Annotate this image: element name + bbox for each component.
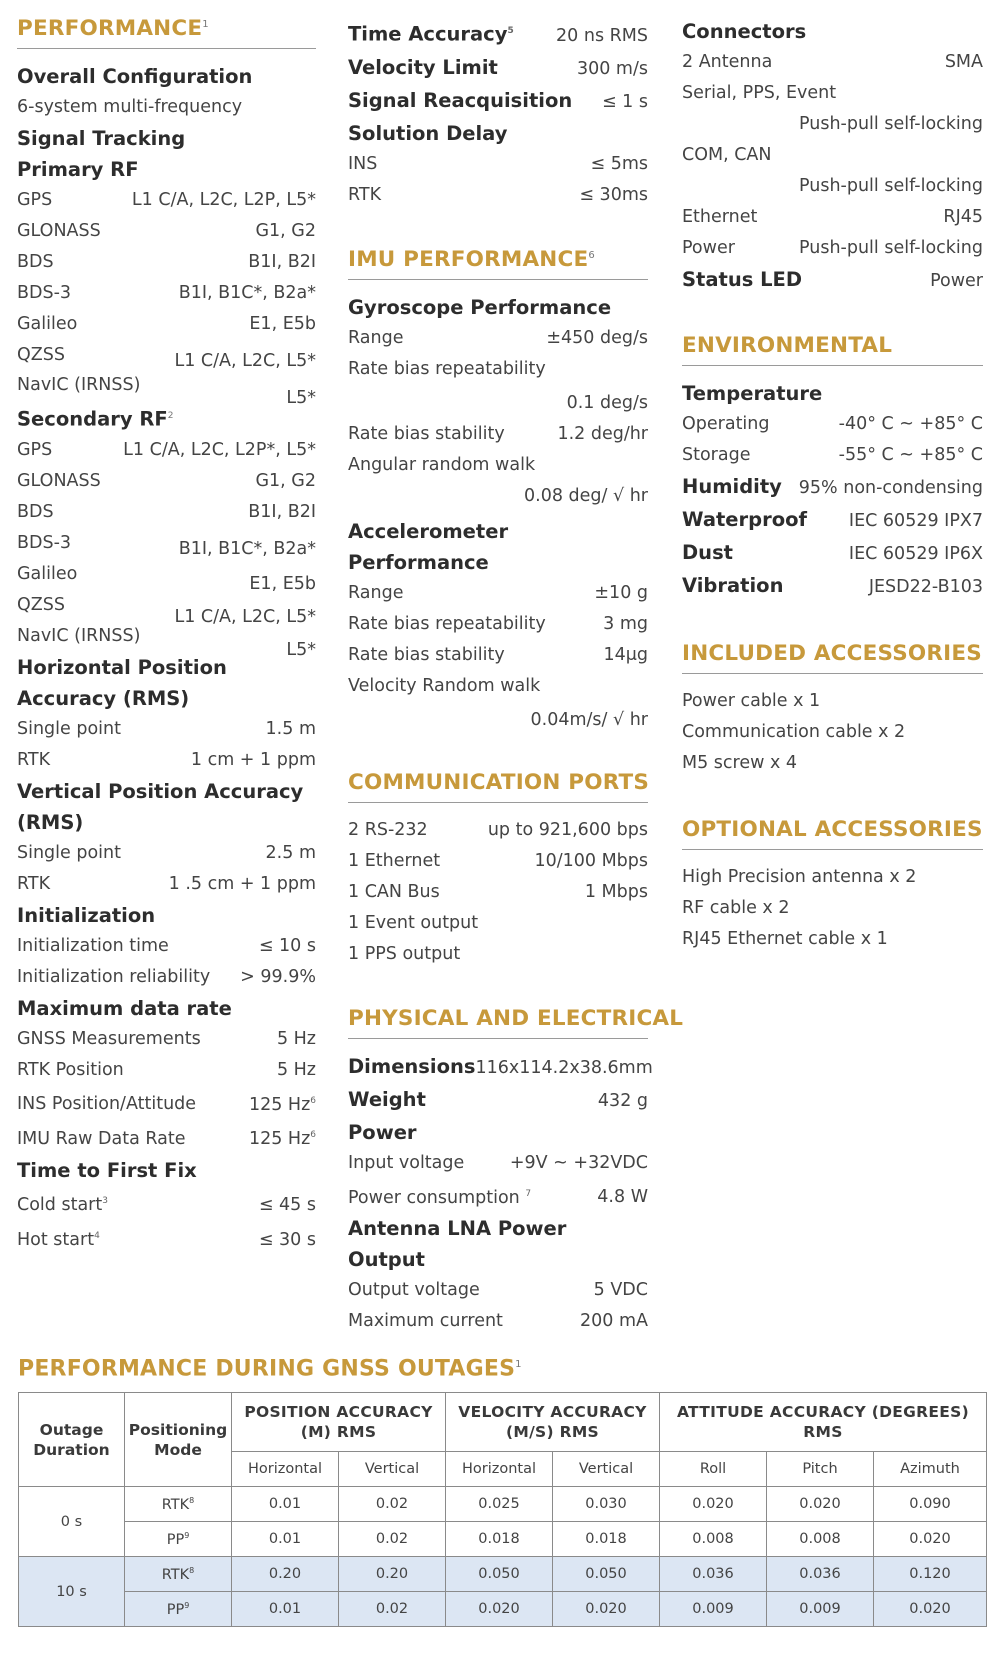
temperature-heading: Temperature — [682, 382, 823, 405]
spec-row: Range ±10 g — [348, 582, 648, 603]
initialization-heading: Initialization — [17, 903, 156, 927]
spec-row: BDS B1I, B2I — [17, 501, 316, 522]
spec-row: Time Accuracy$^5$ 20 ns RMS — [348, 22, 648, 46]
signal-tracking-heading: Signal Tracking — [17, 127, 186, 151]
value-cell: 0.01 — [232, 1592, 339, 1627]
max-data-rate-heading: Maximum data rate — [17, 996, 232, 1020]
value-cell: 0.009 — [660, 1592, 767, 1627]
value-cell: 0.020 — [446, 1592, 553, 1627]
spec-row: IMU Raw Data Rate 125 Hz$^6$ — [17, 1129, 316, 1150]
gyroscope-heading: Gyroscope Performance — [348, 295, 612, 319]
value-cell: 0.050 — [553, 1557, 660, 1592]
subheader-vertical: Vertical — [553, 1452, 660, 1487]
solution-delay-heading: Solution Delay — [348, 121, 508, 145]
accelerometer-heading: Accelerometer Performance — [348, 519, 509, 574]
value-cell: 0.009 — [767, 1592, 874, 1627]
spec-row: RTK ≤ 30ms — [348, 184, 648, 205]
outage-duration-cell: 10 s — [19, 1557, 125, 1627]
spec-row: Velocity Limit 300 m/s — [348, 55, 648, 79]
spec-row: BDS-3 B1I, B1C*, B2a* — [17, 283, 316, 304]
spec-row: QZSS L1 C/A, L2C, L5* — [17, 345, 316, 372]
serial-value: Push-pull self-locking — [799, 114, 983, 134]
spec-row: Status LED Power — [682, 268, 983, 291]
gyro-rbr-value: 0.1 deg/s — [566, 392, 648, 413]
value-cell: 0.020 — [660, 1487, 767, 1522]
environmental-heading: ENVIRONMENTAL — [682, 333, 983, 366]
hpa-heading: Horizontal Position — [17, 655, 227, 679]
value-cell: 0.02 — [339, 1592, 446, 1627]
value-cell: 0.025 — [446, 1487, 553, 1522]
spec-row: Rate bias stability 14μg — [348, 644, 648, 665]
value-cell: 0.020 — [874, 1592, 987, 1627]
spec-row: Rate bias repeatability 3 mg — [348, 613, 648, 634]
list-item: RJ45 Ethernet cable x 1 — [682, 929, 888, 949]
spec-row: NavIC (IRNSS) L5* — [17, 375, 316, 409]
spec-row: Power Push-pull self-locking — [682, 238, 983, 258]
subheader-vertical: Vertical — [339, 1452, 446, 1487]
gyro-arw-value: 0.08 deg/ √ hr — [524, 485, 648, 506]
value-cell: 0.008 — [767, 1522, 874, 1557]
spec-row: RTK 1 .5 cm + 1 ppm — [17, 873, 316, 894]
col-header-position-accuracy: POSITION ACCURACY (M) RMS — [232, 1393, 446, 1452]
spec-row: GNSS Measurements 5 Hz — [17, 1028, 316, 1049]
spec-row: GLONASS G1, G2 — [17, 470, 316, 491]
vpa-heading: Vertical Position Accuracy — [17, 779, 304, 803]
spec-row: RTK 1 cm + 1 ppm — [17, 749, 316, 770]
spec-row: INS ≤ 5ms — [348, 153, 648, 174]
value-cell: 0.02 — [339, 1522, 446, 1557]
physical-electrical-heading: PHYSICAL AND ELECTRICAL — [348, 1006, 648, 1039]
col-header-outage-duration: Outage Duration — [19, 1393, 125, 1487]
subheader-horizontal: Horizontal — [232, 1452, 339, 1487]
spec-row: Output voltage 5 VDC — [348, 1280, 648, 1301]
spec-row: QZSS L1 C/A, L2C, L5* — [17, 594, 316, 627]
spec-row: Initialization time ≤ 10 s — [17, 935, 316, 956]
spec-row: Storage -55° C ~ +85° C — [682, 445, 983, 465]
spec-row: BDS B1I, B2I — [17, 252, 316, 273]
spec-row: 2 Antenna SMA — [682, 52, 983, 72]
spec-row: Vibration JESD22-B103 — [682, 574, 983, 597]
spec-row: GLONASS G1, G2 — [17, 221, 316, 242]
spec-row: Maximum current 200 mA — [348, 1311, 648, 1332]
gyro-rbr-label: Rate bias repeatability — [348, 358, 546, 379]
value-cell: 0.20 — [232, 1557, 339, 1592]
primary-rf-list — [17, 185, 316, 409]
spec-row: Dust IEC 60529 IP6X — [682, 541, 983, 564]
serial-label: Serial, PPS, Event — [682, 83, 837, 103]
spec-row: Power consumption $^7$ 4.8 W — [348, 1187, 648, 1208]
spec-row: Operating -40° C ~ +85° C — [682, 414, 983, 434]
overall-config-value: 6-system multi-frequency — [17, 97, 243, 118]
accel-vrw-label: Velocity Random walk — [348, 675, 541, 696]
accel-vrw-value: 0.04m/s/ √ hr — [530, 709, 648, 730]
imu-performance-heading: IMU PERFORMANCE$^6$ — [348, 243, 648, 280]
table-row — [19, 1557, 987, 1592]
mode-cell: $PP^9$ — [125, 1592, 232, 1627]
spec-row: GPS L1 C/A, L2C, L2P*, L5* — [17, 439, 316, 460]
spec-row: Single point 2.5 m — [17, 842, 316, 863]
power-heading: Power — [348, 1120, 417, 1144]
value-cell: 0.090 — [874, 1487, 987, 1522]
spec-row: 1 CAN Bus 1 Mbps — [348, 881, 648, 902]
spec-row: Input voltage +9V ~ +32VDC — [348, 1152, 648, 1173]
value-cell: 0.018 — [446, 1522, 553, 1557]
gnss-outages-table — [18, 1392, 987, 1627]
list-item: RF cable x 2 — [682, 898, 790, 918]
spec-row: INS Position/Attitude 125 Hz$^6$ — [17, 1094, 316, 1115]
list-item: Power cable x 1 — [682, 691, 821, 711]
spec-row: Waterproof IEC 60529 IPX7 — [682, 508, 983, 531]
spec-row: Weight 432 g — [348, 1087, 648, 1111]
performance-heading: PERFORMANCE$^1$ — [17, 12, 316, 49]
value-cell: 0.020 — [874, 1522, 987, 1557]
value-cell: 0.018 — [553, 1522, 660, 1557]
gyro-arw-label: Angular random walk — [348, 454, 536, 475]
list-item: High Precision antenna x 2 — [682, 867, 917, 887]
value-cell: 0.120 — [874, 1557, 987, 1592]
antenna-lna-heading: Antenna LNA Power Output — [348, 1217, 567, 1272]
spec-row: Initialization reliability > 99.9% — [17, 966, 316, 987]
comcan-label: COM, CAN — [682, 145, 772, 165]
value-cell: 0.030 — [553, 1487, 660, 1522]
spec-row: 1 Event output — [348, 912, 479, 933]
connectors-heading: Connectors — [682, 20, 807, 43]
list-item: M5 screw x 4 — [682, 753, 798, 773]
comcan-value: Push-pull self-locking — [799, 176, 983, 196]
subheader-pitch: Pitch — [767, 1452, 874, 1487]
spec-row: Dimensions 116x114.2x38.6mm — [348, 1054, 653, 1078]
secondary-rf-heading: Secondary $RF^2$ — [17, 407, 174, 431]
col-header-positioning-mode: Positioning Mode — [125, 1393, 232, 1487]
spec-row: 1 PPS output — [348, 943, 461, 964]
spec-row: Cold start$^3$ ≤ 45 s — [17, 1195, 316, 1216]
value-cell: 0.020 — [767, 1487, 874, 1522]
table-row — [19, 1592, 987, 1627]
spec-row: NavIC (IRNSS) L5* — [17, 625, 316, 660]
col-header-velocity-accuracy: VELOCITY ACCURACY (M/S) RMS — [446, 1393, 660, 1452]
subheader-roll: Roll — [660, 1452, 767, 1487]
communication-ports-heading: COMMUNICATION PORTS — [348, 770, 648, 803]
spec-row: Ethernet RJ45 — [682, 207, 983, 227]
spec-row: RTK Position 5 Hz — [17, 1059, 316, 1080]
subheader-azimuth: Azimuth — [874, 1452, 987, 1487]
spec-row: Hot start$^4$ ≤ 30 s — [17, 1229, 316, 1250]
spec-row: 2 RS-232 up to 921,600 bps — [348, 819, 648, 840]
vpa-heading-line2: (RMS) — [17, 810, 84, 834]
value-cell: 0.01 — [232, 1487, 339, 1522]
value-cell: 0.036 — [767, 1557, 874, 1592]
value-cell: 0.20 — [339, 1557, 446, 1592]
included-accessories-heading: INCLUDED ACCESSORIES — [682, 641, 983, 674]
table-row — [19, 1522, 987, 1557]
value-cell: 0.01 — [232, 1522, 339, 1557]
col-header-attitude-accuracy: ATTITUDE ACCURACY (DEGREES) RMS — [660, 1393, 987, 1452]
spec-row: BDS-3 B1I, B1C*, B2a* — [17, 532, 316, 559]
spec-row: 1 Ethernet 10/100 Mbps — [348, 850, 648, 871]
gnss-outages-heading: PERFORMANCE DURING GNSS OUTAGES$^1$ — [18, 1356, 522, 1382]
value-cell: 0.008 — [660, 1522, 767, 1557]
primary-rf-heading: Primary RF — [17, 158, 139, 182]
column-right — [682, 12, 983, 955]
gnss-outages-section — [18, 1352, 986, 1627]
subheader-horizontal: Horizontal — [446, 1452, 553, 1487]
spec-row: Rate bias stability 1.2 deg/hr — [348, 423, 648, 444]
value-cell: 0.02 — [339, 1487, 446, 1522]
column-middle — [348, 12, 684, 1337]
mode-cell: $PP^9$ — [125, 1522, 232, 1557]
mode-cell: RTK$^8$ — [125, 1487, 232, 1522]
value-cell: 0.050 — [446, 1557, 553, 1592]
mode-cell: RTK$^8$ — [125, 1557, 232, 1592]
spec-row: Galileo E1, E5b — [17, 314, 316, 335]
table-row — [19, 1487, 987, 1522]
spec-row: Galileo E1, E5b — [17, 563, 316, 594]
outage-duration-cell: 0 s — [19, 1487, 125, 1557]
column-performance — [17, 12, 316, 1256]
spec-row: GPS L1 C/A, L2C, L2P, L5* — [17, 190, 316, 211]
ttff-heading: Time to First Fix — [17, 1159, 197, 1183]
spec-row: Single point 1.5 m — [17, 718, 316, 739]
list-item: Communication cable x 2 — [682, 722, 906, 742]
optional-accessories-heading: OPTIONAL ACCESSORIES — [682, 817, 983, 850]
spec-row: Range ±450 deg/s — [348, 327, 648, 348]
value-cell: 0.036 — [660, 1557, 767, 1592]
overall-config-heading: Overall Configuration — [17, 65, 253, 89]
hpa-heading-line2: Accuracy (RMS) — [17, 686, 190, 710]
spec-row: Humidity 95% non-condensing — [682, 475, 983, 498]
secondary-rf-list — [17, 435, 316, 660]
value-cell: 0.020 — [553, 1592, 660, 1627]
spec-row: Signal Reacquisition ≤ 1 s — [348, 88, 648, 112]
